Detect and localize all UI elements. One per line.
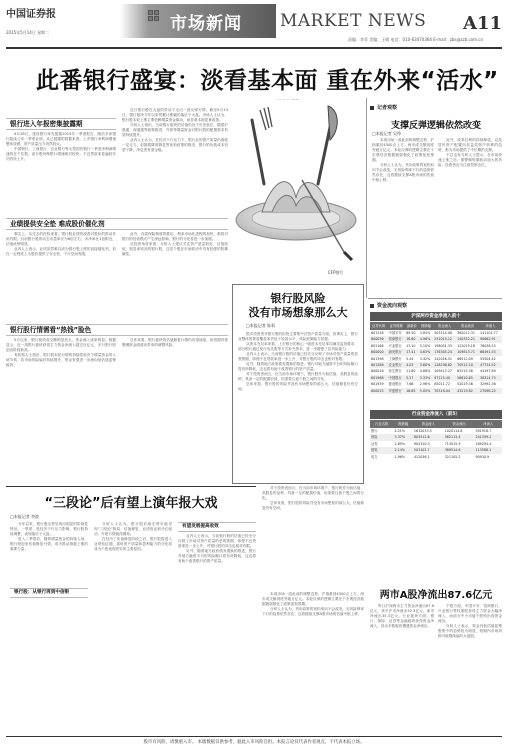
table-header-cell: 资金流入	[433, 322, 456, 330]
table-cell: 198051.33	[434, 343, 453, 348]
table-cell: 601939	[371, 382, 384, 387]
table-cell: 5.44	[406, 356, 414, 361]
paragraph: 总体来看，银行板块的估值修复行情仍有望延续，但短期内需警惕资金面波动带来的调整风险。	[122, 338, 228, 347]
table-cell: 76036.15	[480, 343, 496, 348]
table-header-cell: 证券简称	[388, 322, 406, 330]
table-cell: 97125.40	[433, 375, 456, 381]
paragraph: 4月28日，建设银行率先披露2015年一季度报告，随后多家银行陆续公布一季度业绩。从已披露的数据来看，上市银行净利润增速整体放缓，资产质量压力仍然较大。	[6, 132, 116, 146]
paper-name: 中国证券报	[6, 9, 56, 20]
table-cell: 70512.10	[456, 362, 479, 368]
paragraph: 不过也有分析人士提示，在市场快速上涨之后，需警惕短期波动加大的风险，投资者应当注意控制仓位。	[438, 153, 502, 167]
table-cell: 5.05%	[419, 388, 433, 394]
table-cell: 4.03	[405, 362, 419, 368]
paragraph: 昨日沪深两市主力资金净流出87.6亿元，其中沪市净流出52.3亿元，深市净流出35.3亿元。行业板块方面，银行、保险、证券等金融板块获得资金净流入，其余多数板块遭遇资金净流出。	[370, 604, 434, 628]
paragraph: 从资本充足率来看，上市银行的核心一级资本充足率均满足监管要求，部分银行通过发行优先股等方式补充资本，进一步增强了抗风险能力。	[238, 342, 358, 351]
bottom-left-subhead-2: 有望发展提高收效	[178, 522, 256, 532]
lead-intro-text	[122, 108, 228, 216]
table-cell: 231015.12	[433, 336, 456, 342]
bottom-left-text-a	[10, 522, 88, 732]
box-story-text	[238, 332, 358, 480]
table-cell: 412036.1	[413, 454, 430, 459]
right-column-tag: 记者观察	[370, 104, 397, 111]
table-cell: 591918.7	[475, 429, 492, 433]
table-cell: 1.96%	[394, 454, 406, 459]
fund-section-tag: 资金流向观察	[370, 302, 407, 309]
paragraph: 业内人士表示，当前银行股的估值已经充分反映了市场对资产质量的悲观预期，即便不良贷款率进一步上升，对银行股的冲击也相对有限。	[238, 352, 358, 361]
table-cell: 32992.36	[480, 382, 496, 387]
table-cell: 85011.72	[434, 382, 450, 387]
footer-disclaimer: 股市有风险，请慎重入市。 本版数据仅供参考，据此入市风险自担。本报言论仅代表作者观点，不代表本报立场。	[143, 740, 365, 745]
table-header-cell: 最新价	[406, 324, 417, 328]
table-cell: 601398	[371, 356, 384, 361]
paragraph: 业内人士表示，当前银行股的估值已经充分反映了市场对资产质量的悲观预期，即便不良贷款率进一步上升，对银行股的冲击也相对有限。	[178, 534, 256, 548]
table-cell: 601288	[370, 362, 388, 368]
paragraph: 此外，存款保险制度的推出、利率市场化进程的加快，都将对银行的经营模式产生深远影响，银行的分化将进一步加剧。	[122, 232, 228, 241]
table-cell: 民生银行	[388, 369, 402, 374]
table-cell: 66491.53	[479, 349, 502, 355]
table-cell: 362012.31	[457, 331, 475, 335]
paragraph: 从投资角度来看，分析人士建议关注资产质量较好、估值较低、股息率较高的银行股，这类个股在市场波动中具有较强的防御属性。	[122, 242, 228, 256]
table-header-cell: 涨跌幅	[419, 322, 433, 330]
table-cell: 电力	[371, 454, 378, 459]
paragraph: 本周市场一改此前的调整态势，沪指重回4300点上方，两市成交额再度突破万亿元。本轮反弹的逻辑主要在于宏观经济数据疲弱强化了政策宽松预期。	[372, 138, 434, 162]
table-cell: 4.96%	[419, 336, 433, 342]
table-row	[370, 336, 502, 342]
lead-illustration	[232, 100, 360, 272]
table-cell: 713015.9	[444, 441, 461, 446]
lead-right-text-a	[122, 232, 228, 320]
table-cell: 601318	[371, 331, 384, 335]
lead-right-text-b	[122, 338, 228, 478]
right-column-headline: 支撑反弹逻辑依然改变	[390, 121, 481, 131]
table-cell: 122015.18	[457, 343, 475, 348]
table-cell: 113588.1	[474, 447, 502, 453]
table-cell: 1612033.5	[413, 429, 432, 433]
table-row	[370, 388, 502, 394]
section-rule	[368, 298, 502, 299]
center-bottom-text	[262, 592, 364, 732]
paragraph: 今年以来，银行股走势呈现出明显的阶段性特征。一季度，受经济下行压力影响，银行股持续调整，表现落后于大盘。	[10, 522, 88, 536]
bottom-left-text-c	[178, 534, 256, 732]
bottom-left-headline: “三段论”后有望上演年报大戏	[44, 496, 218, 511]
paragraph: 有机构人士指出，银行股本轮行情的持续性取决于增量资金的入场节奏，若市场风险偏好持续提升，资金有望进一步流向低估值蓝筹板块。	[6, 353, 116, 367]
table-cell: 389514.6	[444, 447, 475, 453]
table-header-cell: 净流入	[474, 420, 502, 428]
table-cell: 241399.2	[474, 434, 502, 440]
paragraph: 个股方面，中国平安、招商银行、兴业银行等权重股获得主力资金大幅净流入，而部分中小市值个股则出现资金流出。	[438, 604, 502, 623]
table-cell: 89.50	[406, 331, 416, 335]
section-title-en: MARKET NEWS	[280, 11, 427, 31]
table-cell: 2.14%	[394, 447, 413, 453]
table-cell: 600016	[371, 369, 384, 374]
table-cell: 503114.08	[434, 331, 453, 335]
table-cell: 118236.62	[433, 362, 456, 368]
table-cell: 562113.4	[444, 434, 475, 440]
table-header-cell: 证券代码	[370, 322, 388, 330]
lead-headline: 此番银行盛宴：淡看基本面 重在外来“活水”	[36, 68, 499, 94]
table-cell: 证券	[371, 441, 378, 446]
table-cell: 4.88%	[419, 369, 431, 374]
box-story-title-2: 没有市场想象那么大	[248, 306, 348, 319]
paragraph: 在经历了估值修复阶段之后，银行股将进入业绩验证期，届时资产质量和盈利能力的分化将成为个股表现差异的主要原因。	[94, 537, 172, 551]
table-header-cell: 资金流入	[413, 420, 444, 428]
right-column-text-a	[372, 138, 434, 292]
paragraph: 分析人士表示，资金向低估值蓝筹股集中的趋势较为明显，短期内市场风格可能继续偏向大盘股。	[438, 624, 502, 638]
table-cell: 27098.22	[479, 388, 502, 394]
bottom-right-text-b	[438, 604, 502, 732]
table-header-cell: 资金流出	[456, 322, 479, 330]
bottom-left-text-b	[94, 522, 172, 732]
table-cell: 16.85	[405, 388, 419, 394]
lead-subhead-3: 银行股行情需看“热钱”脸色	[6, 324, 228, 336]
issue-line: 2015年5月14日 星期二	[6, 30, 50, 35]
table-cell: 52019.36	[457, 382, 473, 387]
industry-table	[370, 420, 502, 460]
lead-section-3-text	[6, 338, 116, 478]
table-cell: 90930.9	[475, 454, 490, 459]
table-cell: 109413.27	[434, 369, 453, 374]
paragraph: 分析人士指出，当前银行板块的估值仍处于历史低位，随着沪港通、深港通等政策推进，外资等增量资金对银行股的配置需求有望持续提升。	[122, 123, 228, 137]
table-cell: 600036	[370, 336, 388, 342]
box-story-byline: □本报记者 陈莉	[246, 323, 276, 328]
paragraph: 总体来看，银行股的风险并没有市场想象的那么大，估值修复仍有空间。	[262, 501, 364, 510]
table-cell: 5.27	[405, 375, 419, 381]
paragraph: 本周市场一改此前的调整态势，沪指重回4300点上方，两市成交额再度突破万亿元。本轮反弹的逻辑主要在于宏观经济数据疲弱强化了政策宽松预期。	[262, 592, 364, 606]
table-cell: 70318.04	[433, 388, 456, 394]
table-cell: 农业银行	[388, 362, 406, 368]
bottom-left-subhead: 银行股：从银行再到中信银	[10, 588, 88, 598]
masthead-rule	[6, 47, 502, 49]
table-cell: 38314.75	[479, 375, 502, 381]
table-cell: 141101.77	[480, 331, 498, 335]
table-cell: 43219.82	[456, 388, 479, 394]
staff-line: 责编：李菲 美编：王敏 电话：010-63070364 E-mail：zbs@zzb.com.cn	[348, 37, 484, 42]
table-cell: 55504.42	[480, 356, 496, 361]
table-cell: 3.37%	[394, 434, 413, 440]
fund-table-title: 沪深两市资金净流入前十	[370, 312, 502, 321]
table-cell: 17.41	[405, 349, 419, 355]
table-cell: 503102.7	[413, 447, 444, 453]
table-cell: 18.60	[405, 336, 419, 342]
table-cell: 90662.91	[479, 336, 502, 342]
table-cell: 3.42%	[419, 356, 431, 361]
table-cell: 保险	[370, 434, 394, 440]
table-cell: 803512.6	[413, 434, 444, 440]
table-cell: 银行	[371, 429, 378, 433]
paragraph: 中国银行、工商银行、农业银行等大型国有银行一季度净利润增速均在个位数，部分股份制银行增速相对较快。不良贷款率普遍较年初有所上升。	[6, 147, 116, 161]
table-cell: 华夏银行	[388, 388, 406, 394]
table-cell: 浦发银行	[388, 349, 406, 355]
table-header-cell: 净流入	[479, 322, 502, 330]
lead-subhead-2: 业绩提供安全垫 难成股价催化剂	[6, 218, 228, 230]
paragraph: 进入二季度后，随着增量资金的持续入场，银行股迎来估值修复行情，成为推动指数上涨的重要力量。	[10, 537, 88, 551]
table-header-row	[370, 322, 502, 330]
paragraph: 另外，随着地方政府债务置换的推进，银行对地方融资平台的风险敞口将有所降低，这也将有助于改善银行的资产质量。	[238, 362, 358, 371]
lead-section-1-text	[6, 132, 116, 216]
box-story-title-1: 银行股风险	[270, 292, 326, 305]
table-row	[370, 381, 502, 387]
table-cell: 中国平安	[388, 331, 402, 335]
table-cell: 3.33%	[419, 375, 433, 381]
right-column-byline: □本报记者 吴铮	[372, 131, 402, 136]
right-column-text-b	[438, 138, 502, 292]
table-cell: 兴业银行	[388, 343, 402, 348]
table-cell: 86512.09	[457, 356, 473, 361]
table-cell: 44197.89	[480, 369, 496, 374]
table-cell: 4.63%	[419, 349, 433, 355]
section-title: 市场新闻	[170, 14, 242, 34]
table-cell: 4.21%	[394, 429, 406, 433]
table-cell: 600000	[370, 349, 388, 355]
table-row	[370, 454, 502, 460]
center-lower-text	[262, 486, 364, 586]
paragraph: 此外，改革红利的持续释放，以及居民资产配置向权益类资产转移的趋势，都为市场提供了中长期的支撑。	[438, 138, 502, 152]
table-cell: 2.96%	[419, 382, 431, 387]
table-cell: 工商银行	[388, 356, 402, 361]
table-cell: 建筑	[370, 447, 394, 453]
table-cell: 5.10%	[419, 343, 431, 348]
table-cell: 601166	[371, 343, 384, 348]
table-cell: 中国银行	[388, 375, 406, 381]
industry-table-title: 行业资金净流入（前5）	[370, 410, 502, 419]
table-cell: 1020114.8	[444, 429, 463, 433]
table-row	[370, 349, 502, 355]
table-cell: 2.85%	[394, 441, 406, 446]
section-rule	[6, 486, 256, 487]
table-cell: 11.80	[406, 369, 416, 374]
table-cell: 招商银行	[388, 336, 406, 342]
paragraph: 业内人士认为，在经济下行压力下，银行业的资产质量仍面临一定压力，但随着降准降息等宽松政策的推进，银行的负债成本有望下降，净息差有望企稳。	[122, 138, 228, 152]
paragraph: 对于投资者而言，在当前市场环境下，银行股作为低估值、高股息的品种，具备一定的配置价值，但需要注意个股之间的分化。	[238, 372, 358, 381]
bottom-right-text-a	[370, 604, 434, 732]
table-cell: 3.60%	[419, 362, 433, 368]
table-cell: 321105.2	[444, 454, 461, 459]
paragraph: 很多投资者对银行股的担忧主要集中在资产质量方面。但事实上，银行业整体的拨备覆盖率仍处于较高水平，风险抵御能力较强。	[238, 332, 358, 341]
paragraph: 事实上，从过去的经验来看，银行股业绩的改善对股价的推动作用有限。目前银行股的动态市盈率仅为6倍左右，市净率在1倍附近，估值优势明显。	[6, 232, 116, 246]
masthead	[0, 0, 508, 50]
fund-table	[370, 322, 502, 394]
table-cell: 176305.24	[433, 349, 456, 355]
table-cell: 58810.65	[456, 375, 479, 381]
paragraph: 业内人士表示，业绩虽然难以成为银行股上涨的直接催化剂，但在一定程度上为股价提供了安全垫，下行空间有限。	[6, 247, 116, 256]
table-cell: 65215.38	[457, 369, 473, 374]
table-cell: 601988	[370, 375, 388, 381]
paragraph: 5月以来，银行板块成交额明显放大，资金流入迹象明显。数据显示，近一周银行板块获得主力资金净流入超过百亿元，多只银行股创出阶段新高。	[6, 338, 116, 352]
table-cell: 902310.3	[413, 441, 430, 446]
table-cell: 3.84%	[419, 331, 431, 335]
footer-rule	[6, 736, 502, 737]
page-number: A11	[462, 13, 502, 34]
table-cell: 142016.51	[434, 356, 453, 361]
paragraph: 近日银行股在大盘的带动下走出一波反弹行情，截至5月13日，银行板块今年以来的累计涨幅仍落后于大盘。市场人士认为，银行股本轮上涨主要依赖增量资金驱动，而非基本面显著改善。	[122, 108, 228, 122]
table-header-cell: 行业名称	[370, 420, 394, 428]
table-cell: 47724.52	[479, 362, 502, 368]
illustration-caption: CFP图片	[328, 270, 344, 275]
column-rule	[366, 98, 367, 298]
table-cell: 建设银行	[388, 382, 402, 387]
table-cell: 7.66	[406, 382, 414, 387]
table-cell: 189294.4	[475, 441, 492, 446]
paragraph: 另外，随着地方政府债务置换的推进，银行对地方融资平台的风险敞口将有所降低，这也将有助于改善银行的资产质量。	[178, 549, 256, 563]
lead-section-2-text	[6, 232, 116, 320]
paragraph: 对于投资者而言，在当前市场环境下，银行股作为低估值、高股息的品种，具备一定的配置价值，但需要注意个股之间的分化。	[262, 486, 364, 500]
table-cell: 109813.71	[456, 349, 479, 355]
table-row	[370, 368, 502, 374]
bottom-right-headline: 两市A股净流出87.6亿元	[379, 590, 493, 601]
section-logo-icon	[148, 10, 162, 24]
table-header-row	[370, 420, 502, 428]
bottom-left-byline: □本报记者 李波	[10, 514, 40, 519]
paragraph: 总体来看，银行股的风险并没有市场想象的那么大，估值修复仍有空间。	[238, 382, 358, 391]
table-cell: 17.10	[406, 343, 416, 348]
lead-subhead-1: 银行进入年报密集披露期	[6, 118, 116, 130]
paragraph: 分析人士认为，货币政策的宽松取向不会改变，无风险利率下行的趋势依然存在，这将继续支撑A股市场的估值中枢上移。	[372, 163, 434, 182]
table-header-cell: 资金流出	[444, 420, 475, 428]
table-cell: 140352.21	[456, 336, 479, 342]
paragraph: 分析人士认为，货币政策的宽松取向不会改变，无风险利率下行的趋势依然存在，这将继续支撑A股市场的估值中枢上移。	[262, 607, 364, 616]
table-cell: 600015	[370, 388, 388, 394]
paragraph: 分析人士认为，银行股后续走势可能呈现“三段论”格局：估值修复、业绩验证和分红驱动，年报行情值得期待。	[94, 522, 172, 536]
table-header-cell: 涨跌幅	[394, 420, 413, 428]
